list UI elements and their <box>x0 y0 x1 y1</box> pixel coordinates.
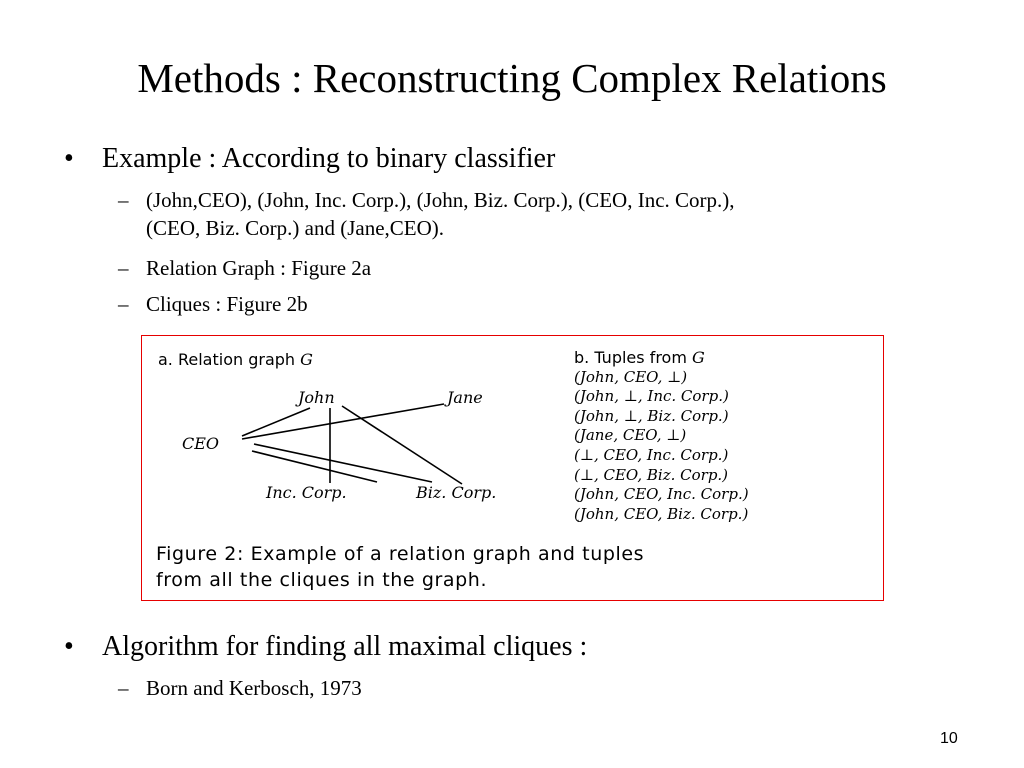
tuples-title <box>574 348 749 368</box>
figure-caption <box>156 541 876 593</box>
tuples-list <box>574 348 749 524</box>
node-biz-corp: Biz. Corp. <box>416 483 497 502</box>
pairs-line-1: (John,CEO), (John, Inc. Corp.), (John, Biz. Corp.), (CEO, Inc. Corp.), <box>146 188 735 212</box>
tuple-item: (John, CEO, Inc. Corp.) <box>574 485 749 504</box>
dash-marker: – <box>118 256 129 280</box>
node-inc-corp: Inc. Corp. <box>266 483 347 502</box>
tuples-symbol: G <box>692 348 705 367</box>
dash-marker: – <box>118 188 129 212</box>
citation-text: Born and Kerbosch, 1973 <box>146 676 362 700</box>
slide-title: Methods : Reconstructing Complex Relations <box>137 55 887 101</box>
edge-john-biz <box>342 406 462 484</box>
tuple-item: (John, CEO, ⊥) <box>574 367 688 386</box>
bullet-algorithm <box>64 630 587 664</box>
tuple-item: (Jane, CEO, ⊥) <box>574 426 687 445</box>
pairs-text <box>146 186 968 242</box>
bullet-text: Example : According to binary classifier <box>102 143 556 174</box>
node-jane: Jane <box>447 388 483 407</box>
bullet-example <box>64 142 555 176</box>
graph-title <box>158 350 313 370</box>
caption-line-1: Figure 2: Example of a relation graph and tuples <box>156 543 645 565</box>
dash-marker: – <box>118 676 129 700</box>
graph-title-text: a. Relation graph <box>158 350 296 369</box>
graph-symbol: G <box>300 350 313 369</box>
edge-john-ceo <box>242 408 310 436</box>
sub-bullet-pairs <box>118 186 968 242</box>
tuple-item: (⊥, CEO, Biz. Corp.) <box>574 465 729 484</box>
pairs-line-2: (CEO, Biz. Corp.) and (Jane,CEO). <box>146 216 445 240</box>
bullet-marker: • <box>64 631 74 662</box>
cliques-text: Cliques : Figure 2b <box>146 292 308 316</box>
node-ceo: CEO <box>182 434 220 453</box>
dash-marker: – <box>118 292 129 316</box>
edge-ceo-biz <box>254 444 432 482</box>
tuples-title-text: b. Tuples from <box>574 348 687 367</box>
relation-graph-text: Relation Graph : Figure 2a <box>146 256 372 280</box>
sub-bullet-citation <box>118 674 968 702</box>
page-number: 10 <box>940 730 958 747</box>
sub-bullet-cliques <box>118 290 968 318</box>
bullet-text: Algorithm for finding all maximal cliques : <box>102 631 588 662</box>
tuple-item: (John, ⊥, Biz. Corp.) <box>574 406 729 425</box>
tuple-item: (⊥, CEO, Inc. Corp.) <box>574 445 729 464</box>
edge-jane-ceo <box>242 404 444 439</box>
node-john: John <box>298 388 335 407</box>
tuple-item: (John, CEO, Biz. Corp.) <box>574 504 749 523</box>
bullet-marker: • <box>64 143 74 174</box>
figure-2 <box>141 335 884 601</box>
tuple-item: (John, ⊥, Inc. Corp.) <box>574 387 729 406</box>
caption-line-2: from all the cliques in the graph. <box>156 569 488 591</box>
sub-bullet-relation-graph <box>118 254 968 282</box>
